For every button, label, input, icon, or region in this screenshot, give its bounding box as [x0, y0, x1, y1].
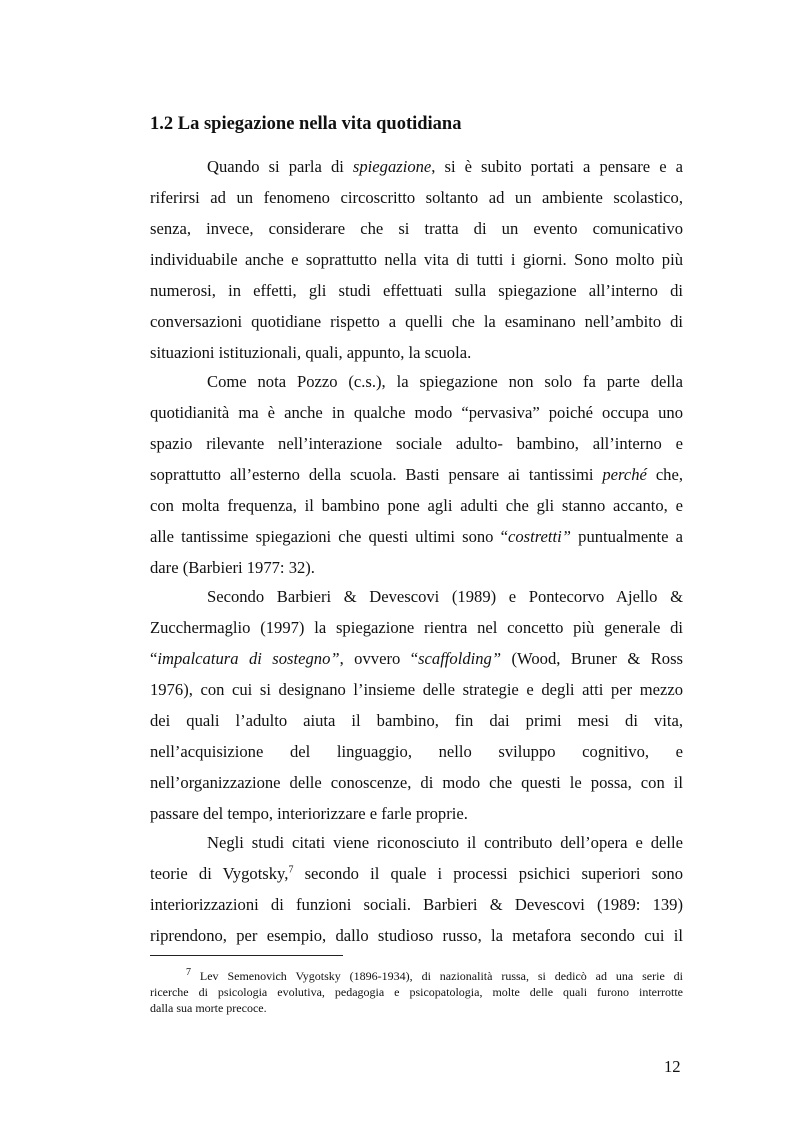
italic-text: costretti”	[507, 527, 571, 546]
text-line: spazio rilevante nell’interazione sociale adulto- bambino, all’interno e	[150, 434, 683, 453]
text-line: senza, invece, considerare che si tratta di un evento comunicativo	[150, 219, 683, 238]
text-line: alle tantissime spiegazioni che questi ultimi sono “costretti” puntualmente a	[150, 527, 683, 546]
footnote-reference: 7	[288, 864, 294, 876]
text-line: Secondo Barbieri & Devescovi (1989) e Pontecorvo Ajello &	[207, 587, 683, 606]
text-line: nell’acquisizione del linguaggio, nello sviluppo cognitivo, e	[150, 742, 683, 761]
text-line: dare (Barbieri 1977: 32).	[150, 558, 315, 577]
italic-text: scaffolding”	[418, 649, 502, 668]
section-heading: 1.2 La spiegazione nella vita quotidiana	[150, 114, 462, 134]
italic-text: spiegazione	[352, 157, 432, 176]
text-line: riprendono, per esempio, dallo studioso russo, la metafora secondo cui il	[150, 926, 683, 945]
text-line: “impalcatura di sostegno”, ovvero “scaffolding” (Wood, Bruner & Ross	[150, 649, 683, 668]
page-number: 12	[664, 1057, 681, 1076]
text-line: passare del tempo, interiorizzare e farle proprie.	[150, 804, 468, 823]
text-line: soprattutto all’esterno della scuola. Basti pensare ai tantissimi perché che,	[150, 465, 683, 484]
text-line: nell’organizzazione delle conoscenze, di modo che questi le possa, con il	[150, 773, 683, 792]
footnote-line: ricerche di psicologia evolutiva, pedagogia e psicopatologia, molte delle quali furono interrotte	[150, 985, 683, 999]
text-line: numerosi, in effetti, gli studi effettuati sulla spiegazione all’interno di	[150, 281, 683, 300]
text-line: conversazioni quotidiane rispetto a quelli che la esaminano nell’ambito di	[150, 312, 683, 331]
text-line: quotidianità ma è anche in qualche modo “pervasiva” poiché occupa uno	[150, 403, 683, 422]
text-line: Quando si parla di spiegazione, si è subito portati a pensare e a	[207, 157, 683, 176]
text-line: Come nota Pozzo (c.s.), la spiegazione non solo fa parte della	[207, 372, 683, 391]
text-line: individuabile anche e soprattutto nella vita di tutti i giorni. Sono molto più	[150, 250, 683, 269]
text-line: teorie di Vygotsky,$^7$ secondo il quale i processi psichici superiori sono	[150, 864, 683, 883]
text-line: 1976), con cui si designano l’insieme delle strategie e degli atti per mezzo	[150, 680, 683, 699]
footnote-separator	[150, 955, 343, 956]
text-line: interiorizzazioni di funzioni sociali. Barbieri & Devescovi (1989: 139)	[150, 895, 683, 914]
italic-text: perché	[602, 465, 647, 484]
footnote-line: dalla sua morte precoce.	[150, 1001, 267, 1015]
italic-text: impalcatura di sostegno”	[157, 649, 340, 668]
text-line: Negli studi citati viene riconosciuto il contributo dell’opera e delle	[207, 833, 683, 852]
text-line: Zucchermaglio (1997) la spiegazione rientra nel concetto più generale di	[150, 618, 683, 637]
footnote-line: $^7$ Lev Semenovich Vygotsky (1896-1934), di nazionalità russa, si dedicò ad una serie di	[186, 967, 683, 983]
text-line: dei quali l’adulto aiuta il bambino, fin dai primi mesi di vita,	[150, 711, 683, 730]
text-line: situazioni istituzionali, quali, appunto, la scuola.	[150, 343, 472, 362]
footnote-reference: 7	[186, 967, 191, 978]
text-line: riferirsi ad un fenomeno circoscritto soltanto ad un ambiente scolastico,	[150, 188, 683, 207]
text-line: con molta frequenza, il bambino pone agli adulti che gli stanno accanto, e	[150, 496, 683, 515]
